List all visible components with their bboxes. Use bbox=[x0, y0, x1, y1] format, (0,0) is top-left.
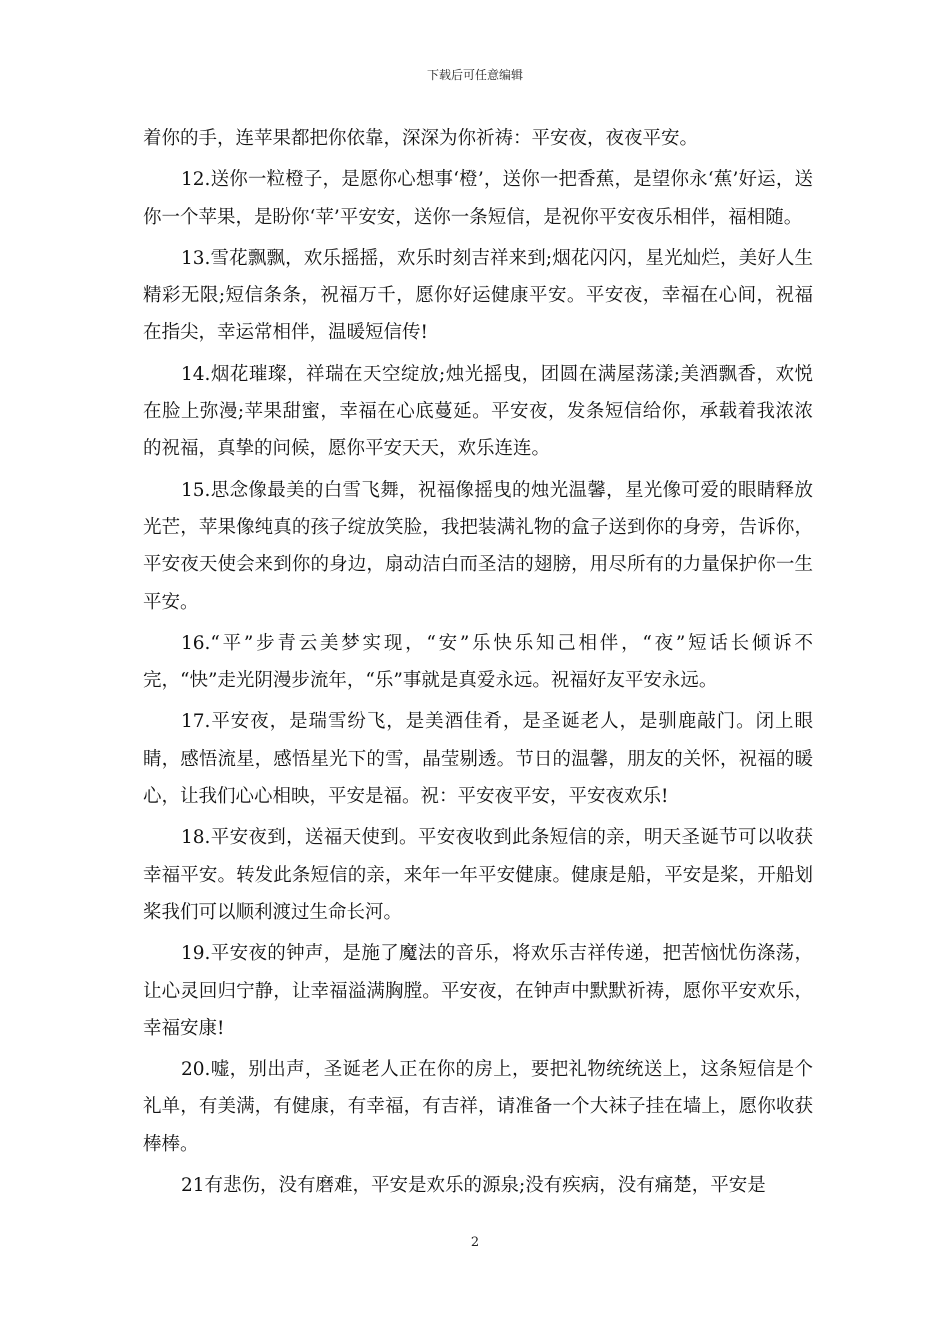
page-header: 下载后可任意编辑 bbox=[426, 68, 523, 82]
paragraph-continuation: 着你的手，连苹果都把你依靠，深深为你祈祷：平安夜，夜夜平安。 bbox=[143, 128, 699, 149]
paragraph-18: 18.平安夜到，送福天使到。平安夜收到此条短信的亲，明天圣诞节可以收获幸福平安。转发此条短信的亲，来年一年平安健康。健康是船，平安是桨，开船划桨我们可以顺利渡过生命长河。 bbox=[143, 827, 813, 923]
page-number: 2 bbox=[470, 1235, 480, 1250]
paragraph-13: 13.雪花飘飘，欢乐摇摇，欢乐时刻吉祥来到;烟花闪闪，星光灿烂，美好人生精彩无限;短信条条，祝福万千，愿你好运健康平安。平安夜，幸福在心间，祝福在指尖，幸运常相伴，温暖短信传! bbox=[143, 247, 813, 344]
document-body bbox=[143, 120, 813, 1208]
paragraph-17: 17.平安夜，是瑞雪纷飞，是美酒佳肴，是圣诞老人，是驯鹿敲门。闭上眼睛，感悟流星，感悟星光下的雪，晶莹剔透。节日的温馨，朋友的关怀，祝福的暖心，让我们心心相映，平安是福。祝：平安夜平安，平安夜欢乐! bbox=[143, 711, 813, 808]
paragraph-12: 12.送你一粒橙子，是愿你心想事‘橙’，送你一把香蕉，是望你永‘蕉’好运，送你一个苹果，是盼你‘苹’平安安，送你一条短信，是祝你平安夜乐相伴，福相随。 bbox=[143, 169, 813, 228]
paragraph-15: 15.思念像最美的白雪飞舞，祝福像摇曳的烛光温馨，星光像可爱的眼睛释放光芒，苹果像纯真的孩子绽放笑脸，我把装满礼物的盒子送到你的身旁，告诉你，平安夜天使会来到你的身边，扇动洁白而圣洁的翅膀，用尽所有的力量保护你一生平安。 bbox=[143, 479, 813, 613]
paragraph-21: 21有悲伤，没有磨难，平安是欢乐的源泉;没有疾病，没有痛楚，平安是 bbox=[181, 1175, 766, 1197]
paragraph-14: 14.烟花璀璨，祥瑞在天空绽放;烛光摇曳，团圆在满屋荡漾;美酒飘香，欢悦在脸上弥漫;苹果甜蜜，幸福在心底蔓延。平安夜，发条短信给你，承载着我浓浓的祝福，真挚的问候，愿你平安天天，欢乐连连。 bbox=[143, 363, 813, 460]
paragraph-20: 20.嘘，别出声，圣诞老人正在你的房上，要把礼物统统送上，这条短信是个礼单，有美满，有健康，有幸福，有吉祥，请准备一个大袜子挂在墙上，愿你收获棒棒。 bbox=[143, 1059, 813, 1155]
paragraph-19: 19.平安夜的钟声，是施了魔法的音乐，将欢乐吉祥传递，把苦恼忧伤涤荡，让心灵回归宁静，让幸福溢满胸膛。平安夜，在钟声中默默祈祷，愿你平安欢乐，幸福安康! bbox=[143, 943, 813, 1039]
paragraph-16: 16.“平”步青云美梦实现，“安”乐快乐知己相伴，“夜”短话长倾诉不完，“快”走光阴漫步流年，“乐”事就是真爱永远。祝福好友平安永远。 bbox=[143, 632, 813, 692]
